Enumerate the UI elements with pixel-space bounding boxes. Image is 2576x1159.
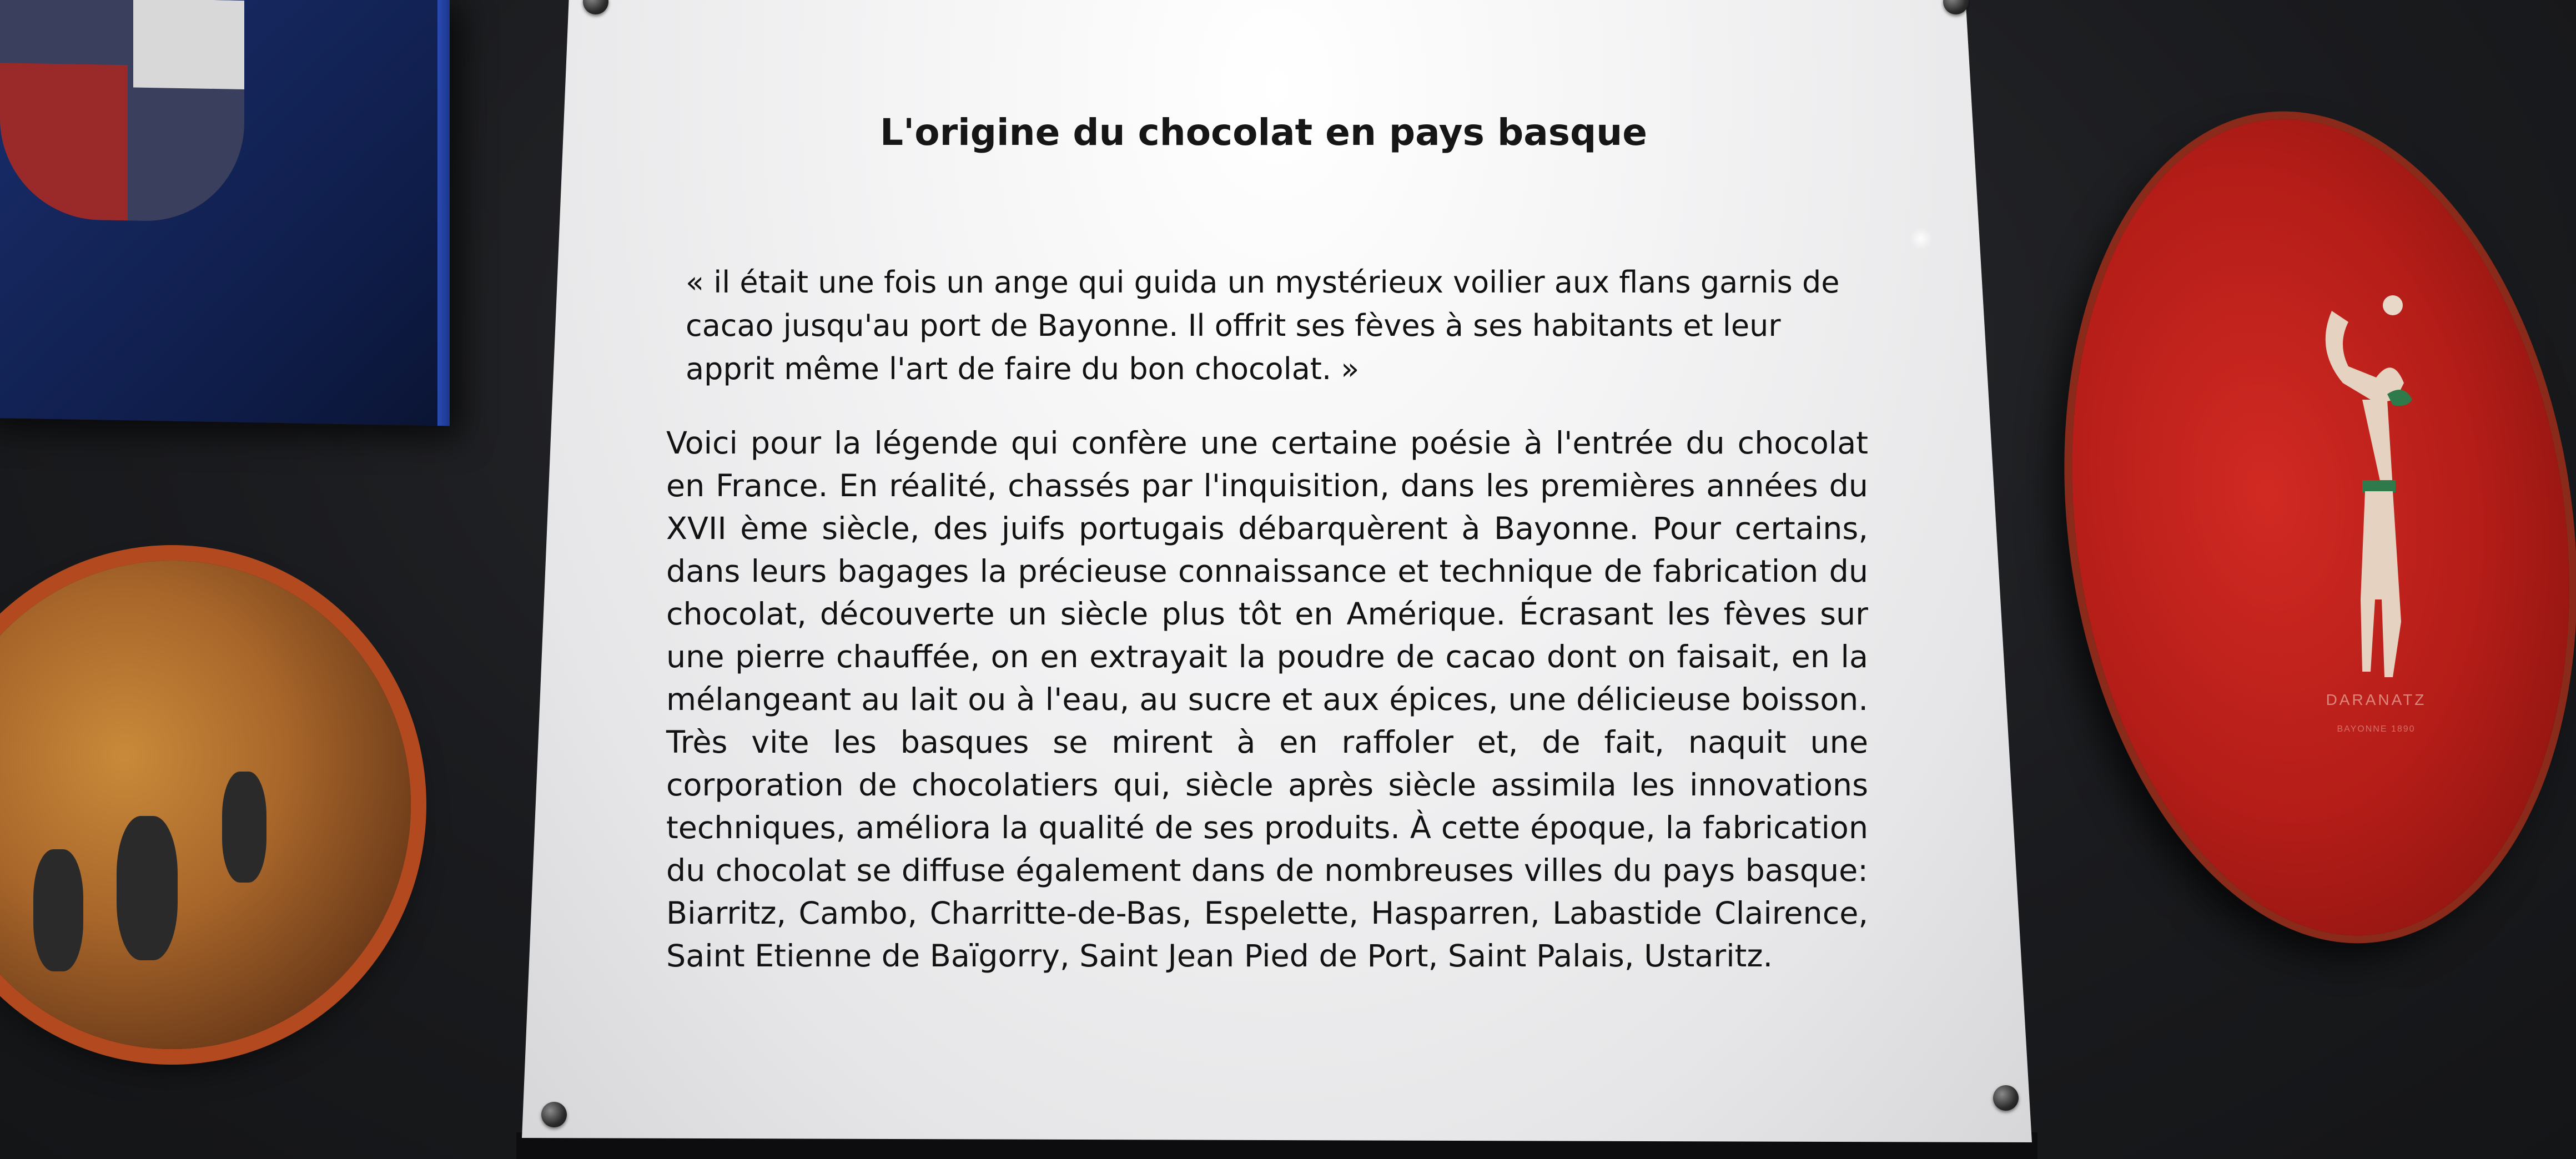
- plaque-title: L'origine du chocolat en pays basque: [880, 111, 1648, 154]
- plaque-screw: [1993, 1085, 2019, 1111]
- legend-quote: « il était une fois un ange qui guida un mystérieux voilier aux flans garnis de cacao jusqu'au port de Bayonne. Il offrit ses fèves à ses habitants et leur apprit même l'art de faire du bon chocolat. »: [686, 265, 1840, 386]
- pelota-player-icon: [2310, 289, 2421, 688]
- light-glare: [1910, 228, 1932, 250]
- red-chocolate-tin: [2021, 87, 2576, 968]
- blue-coat-of-arms-frame: [0, 0, 450, 426]
- tin-brand-subtitle: BAYONNE 1890: [2337, 724, 2416, 734]
- plaque-screw: [541, 1102, 567, 1127]
- coat-of-arms-shield: [0, 0, 244, 223]
- pelota-painted-tin: [0, 561, 411, 1049]
- tin-brand-label: DARANATZ: [2326, 691, 2427, 708]
- history-paragraph: Voici pour la légende qui confère une certaine poésie à l'entrée du chocolat en France. En réalité, chassés par l'inquisition, dans les premières années du XVII ème siècle, des juifs portugais débarquèrent à Bayonne. Pour certains, dans leurs bagages la précieuse connaissance et technique de fabrication du chocolat, découverte un siècle plus tôt en Amérique. Écrasant les fèves sur une pierre chauffée, on en extrayait la poudre de cacao dont on faisait, en la mélangeant au lait ou à l'eau, au sucre et aux épices, une délicieuse boisson. Très vite les basques se mirent à en raffoler et, de fait, naquit une corporation de chocolatiers qui, siècle après siècle assimila les innovations techniques, améliora la qualité de ses produits. À cette époque, la fabrication du chocolat se diffuse également dans de nombreuses villes du pays basque: Biarritz, Cambo, Charritte-de-Bas, Espelette, Hasparren, Labastide Clairence, Saint Etienne de Baïgorry, Saint Jean Pied de Port, Saint Palais, Ustaritz.: [666, 425, 1868, 974]
